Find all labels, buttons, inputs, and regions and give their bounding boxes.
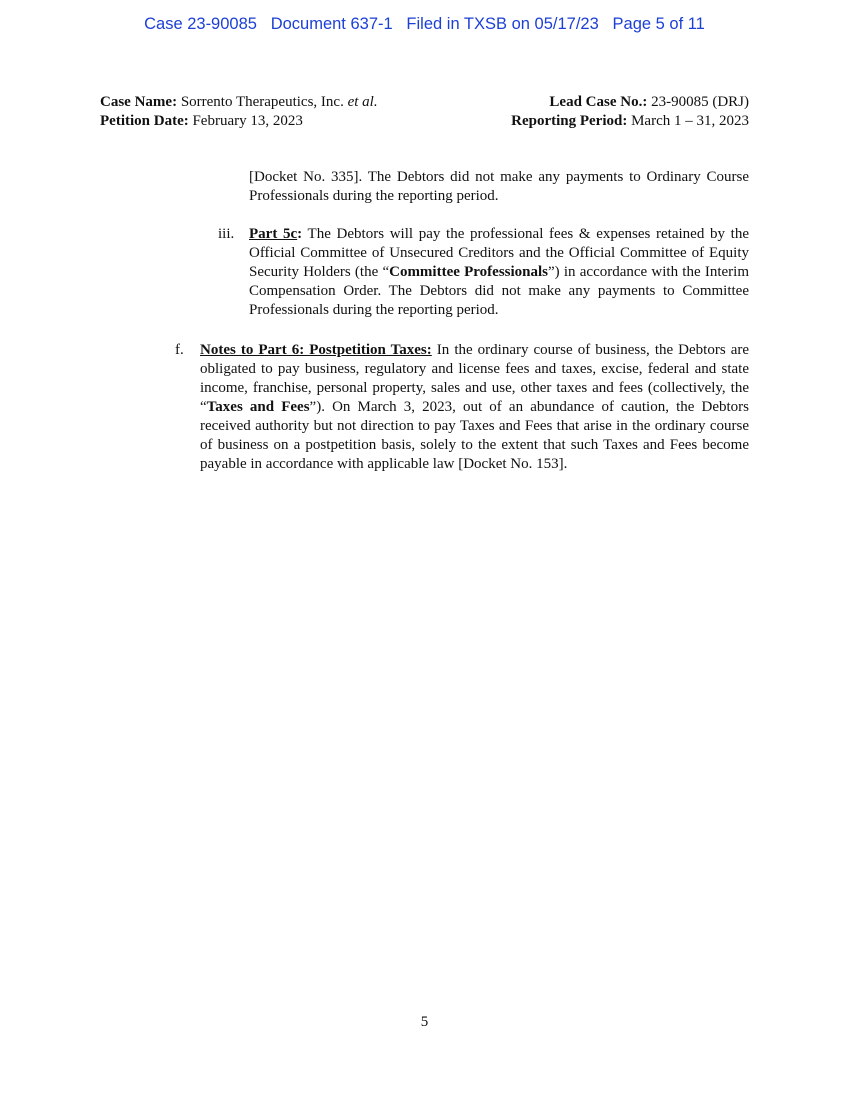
case-name-etal: et al. xyxy=(347,94,378,110)
item-f-heading: Notes to Part 6: Postpetition Taxes: xyxy=(200,342,432,358)
lead-case-line xyxy=(511,93,749,112)
petition-date-label: Petition Date: xyxy=(100,113,189,129)
item-iii-colon: : xyxy=(297,226,303,242)
reporting-period-label: Reporting Period: xyxy=(511,113,628,129)
lead-case-value: 23-90085 (DRJ) xyxy=(647,94,749,110)
item-f-text-after: ”). On March 3, 2023, out of an abundance of caution, the Debtors received authority but not direction to pay Taxes and Fees that arise in the ordinary course of business on a postpetition basis, solely to the extent that such Taxes and Fees become payable in accordance with applicable law [Docket No. 153]. xyxy=(200,399,750,472)
item-iii-defined-term: Committee Professionals xyxy=(389,264,549,280)
case-name-value: Sorrento Therapeutics, Inc. xyxy=(177,94,348,110)
item-f-text-before: In the ordinary course of business, the Debtors are obligated to pay business, regulatory and license fees and taxes, excise, federal and state income, franchise, personal property, sales and use, other taxes and fees (collectively, the “ xyxy=(200,342,750,415)
item-iii-text-after: ”) in accordance with the Interim Compensation Order. The Debtors did not make any payments to Committee Professionals during the reporting period. xyxy=(249,264,749,318)
header-left xyxy=(100,93,378,131)
item-f-paragraph xyxy=(200,341,749,474)
lead-case-label: Lead Case No.: xyxy=(549,94,648,110)
petition-date-value: February 13, 2023 xyxy=(188,113,303,129)
case-name-label: Case Name: xyxy=(100,94,178,110)
court-filing-stamp: Case 23-90085 Document 637-1 Filed in TXSB on 05/17/23 Page 5 of 11 xyxy=(144,15,705,33)
petition-date-line xyxy=(100,112,378,131)
reporting-period-value: March 1 – 31, 2023 xyxy=(627,113,749,129)
continued-paragraph: [Docket No. 335]. The Debtors did not make any payments to Ordinary Course Professionals during the reporting period. xyxy=(249,169,749,204)
page-number: 5 xyxy=(420,1014,429,1030)
item-iii-marker: iii. xyxy=(218,226,235,242)
item-f-defined-term: Taxes and Fees xyxy=(206,399,310,415)
item-f-marker: f. xyxy=(175,342,184,358)
header-right xyxy=(511,93,749,131)
reporting-period-line xyxy=(511,112,749,131)
item-iii-paragraph xyxy=(249,225,749,320)
item-iii-heading: Part 5c xyxy=(249,226,298,242)
item-iii-text-before: The Debtors will pay the professional fees & expenses retained by the Official Committee of Unsecured Creditors and the Official Committee of Equity Security Holders (the “ xyxy=(249,226,749,280)
case-name-line xyxy=(100,93,378,112)
